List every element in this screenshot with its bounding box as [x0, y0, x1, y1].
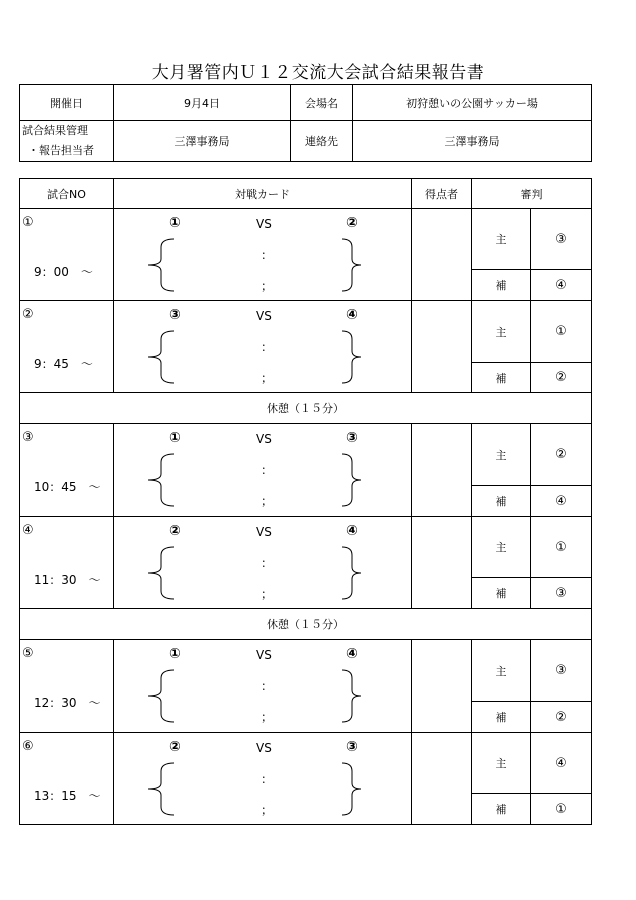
- asst-ref-label: 補: [472, 486, 531, 517]
- match-number: ⑥: [22, 739, 34, 754]
- match-row: [20, 424, 592, 486]
- score-brackets: [114, 733, 412, 823]
- match-card-cell: [114, 517, 412, 609]
- match-card-cell: [114, 424, 412, 517]
- score-separator-first-half: ：: [261, 340, 274, 354]
- scorer-cell[interactable]: [412, 640, 472, 733]
- match-number: ⑤: [22, 646, 34, 661]
- vs-label: VS: [256, 525, 272, 539]
- asst-ref-team: ②: [531, 363, 592, 393]
- match-time: 11：30 ～: [34, 573, 101, 587]
- score-separator-second-half: ；: [261, 494, 274, 508]
- vs-label: VS: [256, 432, 272, 446]
- match-row: [20, 301, 592, 363]
- page-title: 大月署管内Ｕ１２交流大会試合結果報告書: [151, 63, 485, 83]
- match-card-cell: [114, 733, 412, 825]
- asst-ref-label: 補: [472, 794, 531, 825]
- main-ref-label: 主: [472, 301, 531, 363]
- score-brackets: [114, 517, 412, 607]
- match-no-cell: [20, 733, 114, 825]
- main-ref-team: ④: [531, 733, 592, 794]
- right-bracket: [342, 331, 361, 383]
- date-value: 9月4日: [114, 85, 291, 121]
- scorer-cell[interactable]: [412, 517, 472, 609]
- scorer-cell[interactable]: [412, 733, 472, 825]
- score-brackets: [114, 301, 412, 391]
- asst-ref-label: 補: [472, 702, 531, 733]
- main-ref-label: 主: [472, 640, 531, 702]
- asst-ref-team: ①: [531, 794, 592, 825]
- team-a: ②: [169, 739, 181, 755]
- schedule-table: [19, 178, 592, 825]
- asst-ref-label: 補: [472, 578, 531, 609]
- match-time: 13：15 ～: [34, 789, 101, 803]
- break-row: [20, 393, 592, 424]
- match-number: ②: [22, 307, 34, 322]
- venue-label: 会場名: [291, 85, 353, 121]
- match-row: [20, 733, 592, 794]
- match-no-cell: [20, 209, 114, 301]
- score-separator-second-half: ；: [261, 279, 274, 293]
- match-number: ④: [22, 523, 34, 538]
- header-card: 対戦カード: [114, 179, 412, 209]
- team-b: ③: [346, 430, 358, 446]
- scorer-cell[interactable]: [412, 424, 472, 517]
- scorer-cell[interactable]: [412, 301, 472, 393]
- manager-value: 三澤事務局: [114, 121, 291, 162]
- team-a: ①: [169, 646, 181, 662]
- match-card-cell: [114, 209, 412, 301]
- team-a: ②: [169, 523, 181, 539]
- right-bracket: [342, 454, 361, 506]
- left-bracket: [148, 547, 174, 599]
- vs-label: VS: [256, 648, 272, 662]
- break-label: 休憩（１５分）: [20, 393, 592, 424]
- match-row: [20, 640, 592, 702]
- score-brackets: [114, 209, 412, 299]
- score-separator-first-half: ：: [261, 679, 274, 693]
- score-separator-second-half: ；: [261, 371, 274, 385]
- asst-ref-label: 補: [472, 270, 531, 301]
- team-b: ③: [346, 739, 358, 755]
- main-ref-team: ①: [531, 301, 592, 363]
- left-bracket: [148, 331, 174, 383]
- team-b: ②: [346, 215, 358, 231]
- date-label: 開催日: [20, 85, 114, 121]
- asst-ref-team: ③: [531, 578, 592, 609]
- team-a: ①: [169, 215, 181, 231]
- team-b: ④: [346, 523, 358, 539]
- header-match-no: 試合NO: [20, 179, 114, 209]
- vs-label: VS: [256, 217, 272, 231]
- match-card-cell: [114, 640, 412, 733]
- left-bracket: [148, 454, 174, 506]
- asst-ref-team: ④: [531, 486, 592, 517]
- break-row: [20, 609, 592, 640]
- match-no-cell: [20, 301, 114, 393]
- right-bracket: [342, 763, 361, 815]
- right-bracket: [342, 670, 361, 722]
- team-b: ④: [346, 307, 358, 323]
- score-separator-first-half: ：: [261, 248, 274, 262]
- manager-label-line1: 試合結果管理: [22, 124, 88, 137]
- main-ref-team: ③: [531, 209, 592, 270]
- main-ref-team: ②: [531, 424, 592, 486]
- match-no-cell: [20, 424, 114, 517]
- break-label: 休憩（１５分）: [20, 609, 592, 640]
- header-scorer: 得点者: [412, 179, 472, 209]
- match-no-cell: [20, 640, 114, 733]
- main-ref-label: 主: [472, 209, 531, 270]
- asst-ref-team: ②: [531, 702, 592, 733]
- main-ref-label: 主: [472, 733, 531, 794]
- header-referee: 審判: [472, 179, 592, 209]
- vs-label: VS: [256, 741, 272, 755]
- main-ref-team: ①: [531, 517, 592, 578]
- match-row: [20, 517, 592, 578]
- match-number: ①: [22, 215, 34, 230]
- match-time: 9：00 ～: [34, 265, 93, 279]
- match-card-cell: [114, 301, 412, 393]
- match-row: [20, 209, 592, 270]
- contact-label: 連絡先: [291, 121, 353, 162]
- score-separator-first-half: ：: [261, 556, 274, 570]
- left-bracket: [148, 239, 174, 291]
- score-separator-second-half: ；: [261, 587, 274, 601]
- asst-ref-team: ④: [531, 270, 592, 301]
- right-bracket: [342, 547, 361, 599]
- main-ref-team: ③: [531, 640, 592, 702]
- main-ref-label: 主: [472, 424, 531, 486]
- manager-label-line2: ・報告担当者: [28, 144, 94, 157]
- left-bracket: [148, 763, 174, 815]
- left-bracket: [148, 670, 174, 722]
- team-a: ①: [169, 430, 181, 446]
- right-bracket: [342, 239, 361, 291]
- team-a: ③: [169, 307, 181, 323]
- contact-value: 三澤事務局: [353, 121, 592, 162]
- score-brackets: [114, 424, 412, 514]
- match-time: 12：30 ～: [34, 696, 101, 710]
- match-time: 10：45 ～: [34, 480, 101, 494]
- score-separator-second-half: ；: [261, 803, 274, 817]
- match-no-cell: [20, 517, 114, 609]
- venue-value: 初狩憩いの公園サッカー場: [353, 85, 592, 121]
- score-separator-second-half: ；: [261, 710, 274, 724]
- main-ref-label: 主: [472, 517, 531, 578]
- asst-ref-label: 補: [472, 363, 531, 393]
- info-table: [19, 84, 592, 162]
- vs-label: VS: [256, 309, 272, 323]
- match-number: ③: [22, 430, 34, 445]
- score-separator-first-half: ：: [261, 772, 274, 786]
- header-row: [20, 179, 592, 209]
- scorer-cell[interactable]: [412, 209, 472, 301]
- match-time: 9：45 ～: [34, 357, 93, 371]
- manager-label: [20, 121, 114, 162]
- score-separator-first-half: ：: [261, 463, 274, 477]
- score-brackets: [114, 640, 412, 730]
- team-b: ④: [346, 646, 358, 662]
